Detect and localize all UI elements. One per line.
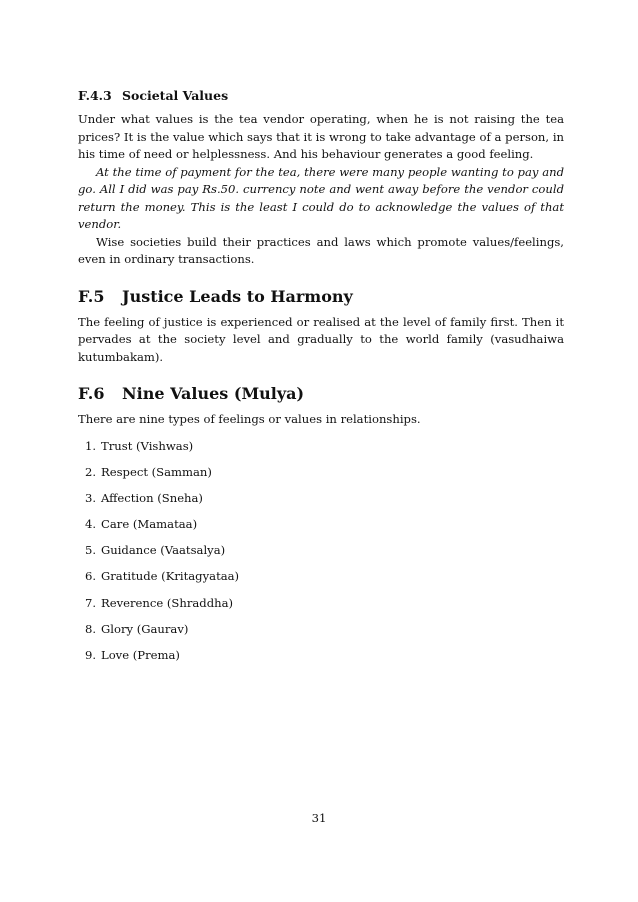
- list-item: [78, 595, 564, 613]
- list-item: [78, 464, 564, 482]
- list-item-text: Guidance (Vaatsalya): [101, 543, 226, 558]
- section-f5: [78, 287, 564, 367]
- list-item: [78, 542, 564, 560]
- section-f43-paragraph-3: Wise societies build their practices and laws which promote values/feelings, even in ordinary transactions.: [78, 234, 564, 266]
- section-f6-number: F.6: [78, 384, 105, 403]
- list-item-number: 5.: [84, 543, 96, 558]
- list-item-text: Gratitude (Kritagyataa): [101, 569, 240, 584]
- list-item-text: Glory (Gaurav): [101, 621, 189, 636]
- list-item-number: 8.: [84, 621, 96, 636]
- section-f43-quote-paragraph: At the time of payment for the tea, there were many people wanting to pay and go. All I did was pay Rs.50. currency note and went away before the vendor could return the money. This is the least I could do to acknowledge the values of that vendor.: [78, 164, 564, 231]
- section-f6-title: Nine Values (Mulya): [122, 384, 305, 403]
- values-list: [78, 438, 564, 665]
- list-item: [78, 516, 564, 534]
- list-item-text: Reverence (Shraddha): [101, 595, 234, 610]
- list-item-text: Love (Prema): [101, 648, 180, 662]
- list-item-number: 6.: [84, 569, 96, 584]
- section-f43-heading: [78, 88, 564, 103]
- list-item-number: 9.: [84, 648, 96, 662]
- section-f43-paragraph-1: Under what values is the tea vendor operating, when he is not raising the tea prices? It is the value which says that it is wrong to take advantage of a person, in his time of need or helplessness. And his behaviour generates a good feeling.: [78, 112, 564, 161]
- list-item: [78, 438, 564, 456]
- section-f6-intro: There are nine types of feelings or values in relationships.: [78, 412, 421, 426]
- section-f43: [78, 88, 564, 269]
- list-item-number: 4.: [84, 517, 96, 532]
- list-item-number: 3.: [84, 490, 96, 505]
- section-f6-heading: [78, 384, 564, 403]
- page-number: 31: [311, 811, 327, 825]
- list-item-text: Respect (Samman): [101, 464, 212, 479]
- list-item-number: 2.: [84, 464, 96, 479]
- list-item-text: Care (Mamataa): [101, 517, 198, 532]
- list-item-number: 7.: [84, 595, 96, 610]
- section-f5-title: Justice Leads to Harmony: [122, 286, 353, 306]
- list-item: [78, 568, 564, 586]
- list-item-number: 1.: [84, 438, 96, 453]
- list-item-text: Trust (Vishwas): [101, 438, 194, 453]
- section-f5-heading: [78, 287, 564, 306]
- section-f5-paragraph: The feeling of justice is experienced or realised at the level of family first. Then it pervades at the society level and gradually to the world family (vasudhaiwa kutumbakam).: [78, 314, 564, 364]
- list-item: [78, 621, 564, 639]
- section-f5-number: F.5: [78, 286, 105, 306]
- list-item: [78, 490, 564, 508]
- list-item: [78, 647, 564, 665]
- page-content: [78, 88, 564, 673]
- section-f43-number: F.4.3: [78, 88, 112, 103]
- list-item-text: Affection (Sneha): [101, 490, 203, 505]
- section-f43-title: Societal Values: [122, 88, 229, 103]
- section-f6: [78, 384, 564, 665]
